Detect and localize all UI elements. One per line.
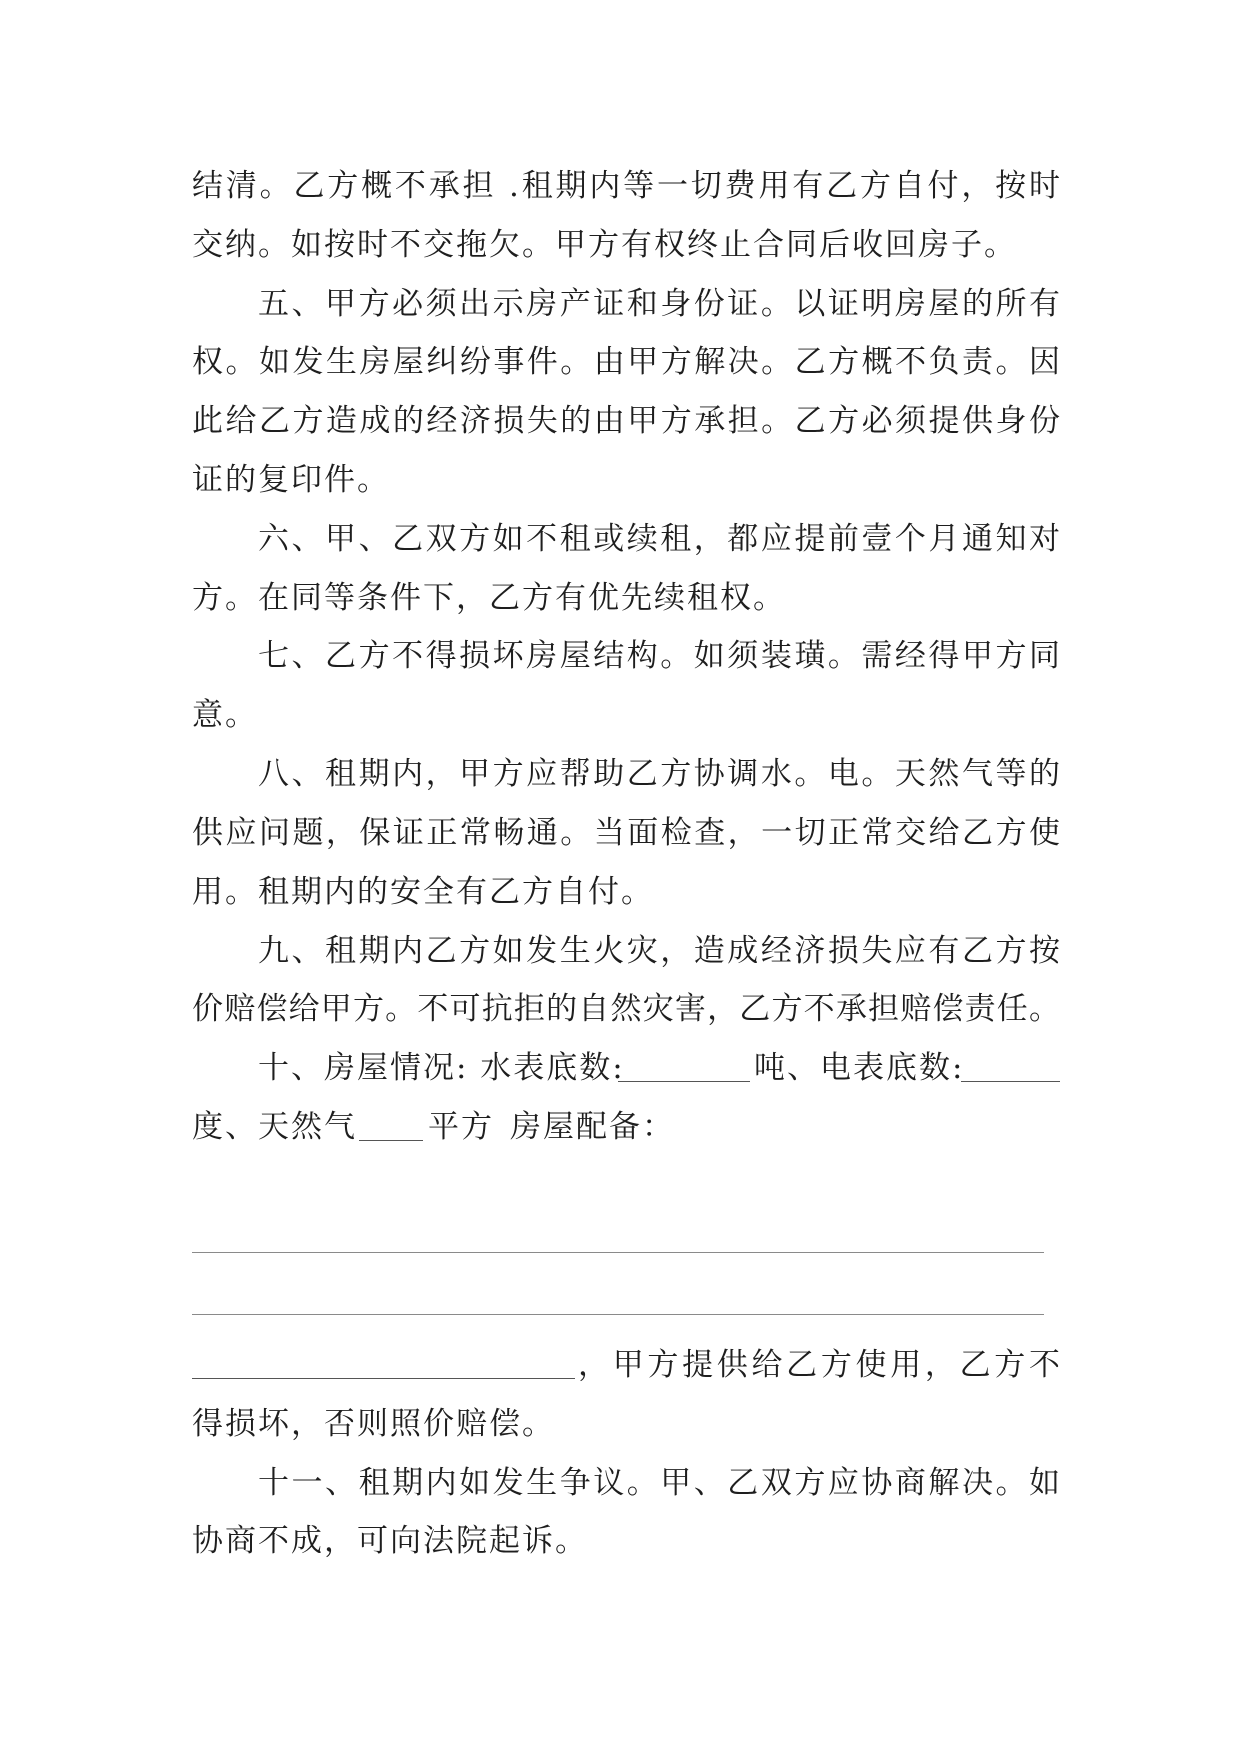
clause-5-line: 权。如发生房屋纠纷事件。由甲方解决。乙方概不负责。因 (192, 344, 1060, 380)
clause-11-line: 协商不成，可向法院起诉。 (192, 1523, 588, 1559)
clause-8-line: 供应问题，保证正常畅通。当面检查，一切正常交给乙方使 (192, 815, 1060, 851)
gas-label: 度、天然气 (192, 1109, 357, 1145)
clause-5-line: 此给乙方造成的经济损失的由甲方承担。乙方必须提供身份 (192, 403, 1060, 439)
clause-9-line: 价赔偿给甲方。不可抗拒的自然灾害，乙方不承担赔偿责任。 (192, 991, 1060, 1027)
water-meter-blank (618, 1081, 750, 1082)
clause-9-line: 九、租期内乙方如发生火灾，造成经济损失应有乙方按 (258, 933, 1060, 969)
clause-6-line: 方。在同等条件下，乙方有优先续租权。 (192, 580, 786, 616)
equipment-label: 房屋配备： (510, 1109, 675, 1145)
clause-7-line: 意。 (192, 697, 258, 733)
electric-meter-blank (961, 1081, 1060, 1082)
clause-8-line: 八、租期内，甲方应帮助乙方协调水。电。天然气等的 (258, 756, 1060, 792)
clause-11-line: 十一、租期内如发生争议。甲、乙双方应协商解决。如 (258, 1465, 1060, 1501)
equipment-fill-line (192, 1252, 1044, 1253)
clause-5-line: 五、甲方必须出示房产证和身份证。以证明房屋的所有 (258, 286, 1060, 322)
clause-5-line: 证的复印件。 (192, 462, 390, 498)
equipment-clause-line: 得损坏，否则照价赔偿。 (192, 1406, 555, 1442)
clause-7-line: 七、乙方不得损坏房屋结构。如须装璜。需经得甲方同 (258, 638, 1060, 674)
electric-meter-label: 吨、电表底数: (754, 1050, 965, 1086)
paragraph-line: 交纳。如按时不交拖欠。甲方有权终止合同后收回房子。 (192, 227, 1017, 263)
equipment-blank (192, 1378, 575, 1379)
equipment-fill-line (192, 1314, 1044, 1315)
clause-8-line: 用。租期内的安全有乙方自付。 (192, 874, 654, 910)
clause-6-line: 六、甲、乙双方如不租或续租，都应提前壹个月通知对 (258, 521, 1060, 557)
paragraph-line: 结清。乙方概不承担 .租期内等一切费用有乙方自付，按时 (192, 168, 1060, 204)
clause-10-label: 十、房屋情况: 水表底数: (258, 1050, 625, 1086)
gas-blank (359, 1140, 423, 1141)
equipment-clause-line: ，甲方提供给乙方使用，乙方不 (578, 1347, 1060, 1383)
gas-unit: 平方 (428, 1109, 494, 1145)
